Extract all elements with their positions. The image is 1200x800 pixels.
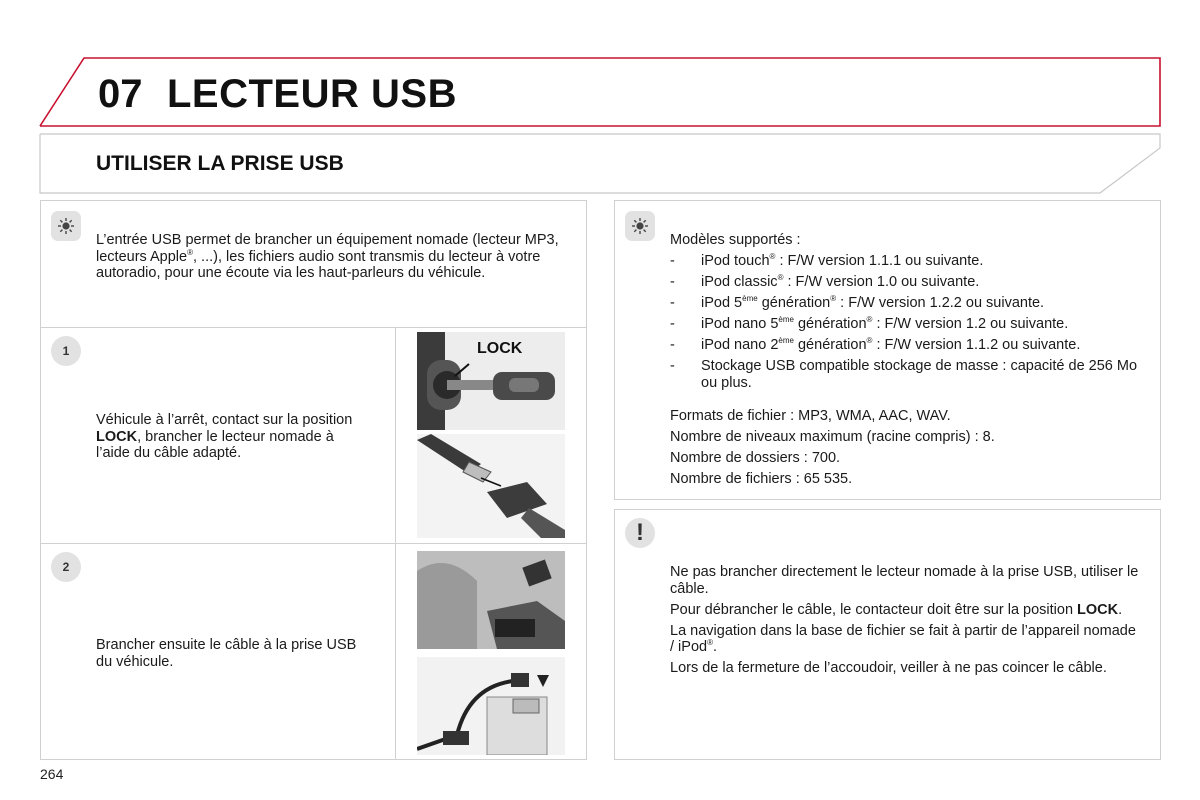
ignition-key-photo bbox=[417, 332, 565, 430]
supported-heading: Modèles supportés : bbox=[670, 232, 801, 248]
list-item: - iPod nano 5ème génération® : F/W version 1.2 ou suivante. bbox=[670, 315, 1069, 332]
step-1-lock-word: LOCK bbox=[96, 428, 138, 445]
intro-text: L’entrée USB permet de brancher un équipement nomade (lecteur MP3, lecteurs Apple®, ...), les fichiers audio sont transmis du lecteur à votre autoradio, pour une écoute via les haut-parleurs du véhicule. bbox=[96, 232, 559, 281]
warning-p2: Pour débrancher le câble, le contacteur doit être sur la position LOCK. bbox=[670, 601, 1123, 618]
levels-line: Nombre de niveaux maximum (racine compris) : 8. bbox=[670, 428, 995, 445]
usb-cable-photo bbox=[417, 434, 565, 538]
step-1-badge bbox=[51, 336, 81, 366]
warning-p1: Ne pas brancher directement le lecteur nomade à la prise USB, utiliser le câble. bbox=[670, 564, 1139, 597]
warning-p3: La navigation dans la base de fichier se fait à partir de l’appareil nomade / iPod®. bbox=[670, 622, 1136, 655]
step-1-number: 1 bbox=[62, 344, 70, 358]
step-1-box bbox=[40, 327, 587, 544]
step-2-number: 2 bbox=[62, 560, 70, 574]
files-line: Nombre de fichiers : 65 535. bbox=[670, 470, 853, 487]
list-item: - iPod nano 2ème génération® : F/W version 1.1.2 ou suivante. bbox=[670, 336, 1081, 353]
warning-content bbox=[670, 564, 1140, 681]
step-2-text: Brancher ensuite le câble à la prise USB du véhicule. bbox=[96, 637, 357, 670]
lock-label: LOCK bbox=[477, 340, 523, 357]
list-item: - iPod classic® : F/W version 1.0 ou suivante. bbox=[670, 273, 980, 290]
chapter-number: 07 bbox=[98, 72, 143, 116]
supported-list bbox=[670, 253, 1140, 391]
warning-p4: Lors de la fermeture de l’accoudoir, veiller à ne pas coincer le câble. bbox=[670, 660, 1107, 676]
usb-socket-photo bbox=[417, 657, 565, 755]
tip-icon bbox=[51, 211, 81, 241]
intro-box bbox=[40, 200, 587, 328]
step-2-badge bbox=[51, 552, 81, 582]
list-item: - iPod touch® : F/W version 1.1.1 ou suivante. bbox=[670, 252, 984, 269]
section-title: UTILISER LA PRISE USB bbox=[96, 152, 344, 175]
supported-content bbox=[670, 232, 1140, 492]
step-1-divider bbox=[395, 328, 396, 543]
formats-line: Formats de fichier : MP3, WMA, AAC, WAV. bbox=[670, 407, 951, 424]
tip-icon-2 bbox=[625, 211, 655, 241]
step-1-text bbox=[96, 412, 356, 462]
warning-box bbox=[614, 509, 1161, 760]
list-item: - iPod 5ème génération® : F/W version 1.2.2 ou suivante. bbox=[670, 294, 1045, 311]
armrest-photo bbox=[417, 551, 565, 649]
list-item: - Stockage USB compatible stockage de masse : capacité de 256 Mo ou plus. bbox=[670, 358, 1138, 391]
supported-box bbox=[614, 200, 1161, 500]
page-number: 264 bbox=[40, 766, 64, 782]
step-1-text-b: , brancher le lecteur nomade à l’aide du câble adapté. bbox=[96, 428, 334, 461]
step-2-divider bbox=[395, 544, 396, 759]
warning-icon bbox=[625, 518, 655, 548]
folders-line: Nombre de dossiers : 700. bbox=[670, 449, 841, 466]
step-1-text-a: Véhicule à l’arrêt, contact sur la position bbox=[96, 412, 353, 428]
chapter-title: LECTEUR USB bbox=[167, 72, 457, 116]
exclamation-mark: ! bbox=[636, 519, 644, 546]
step-2-box bbox=[40, 543, 587, 760]
